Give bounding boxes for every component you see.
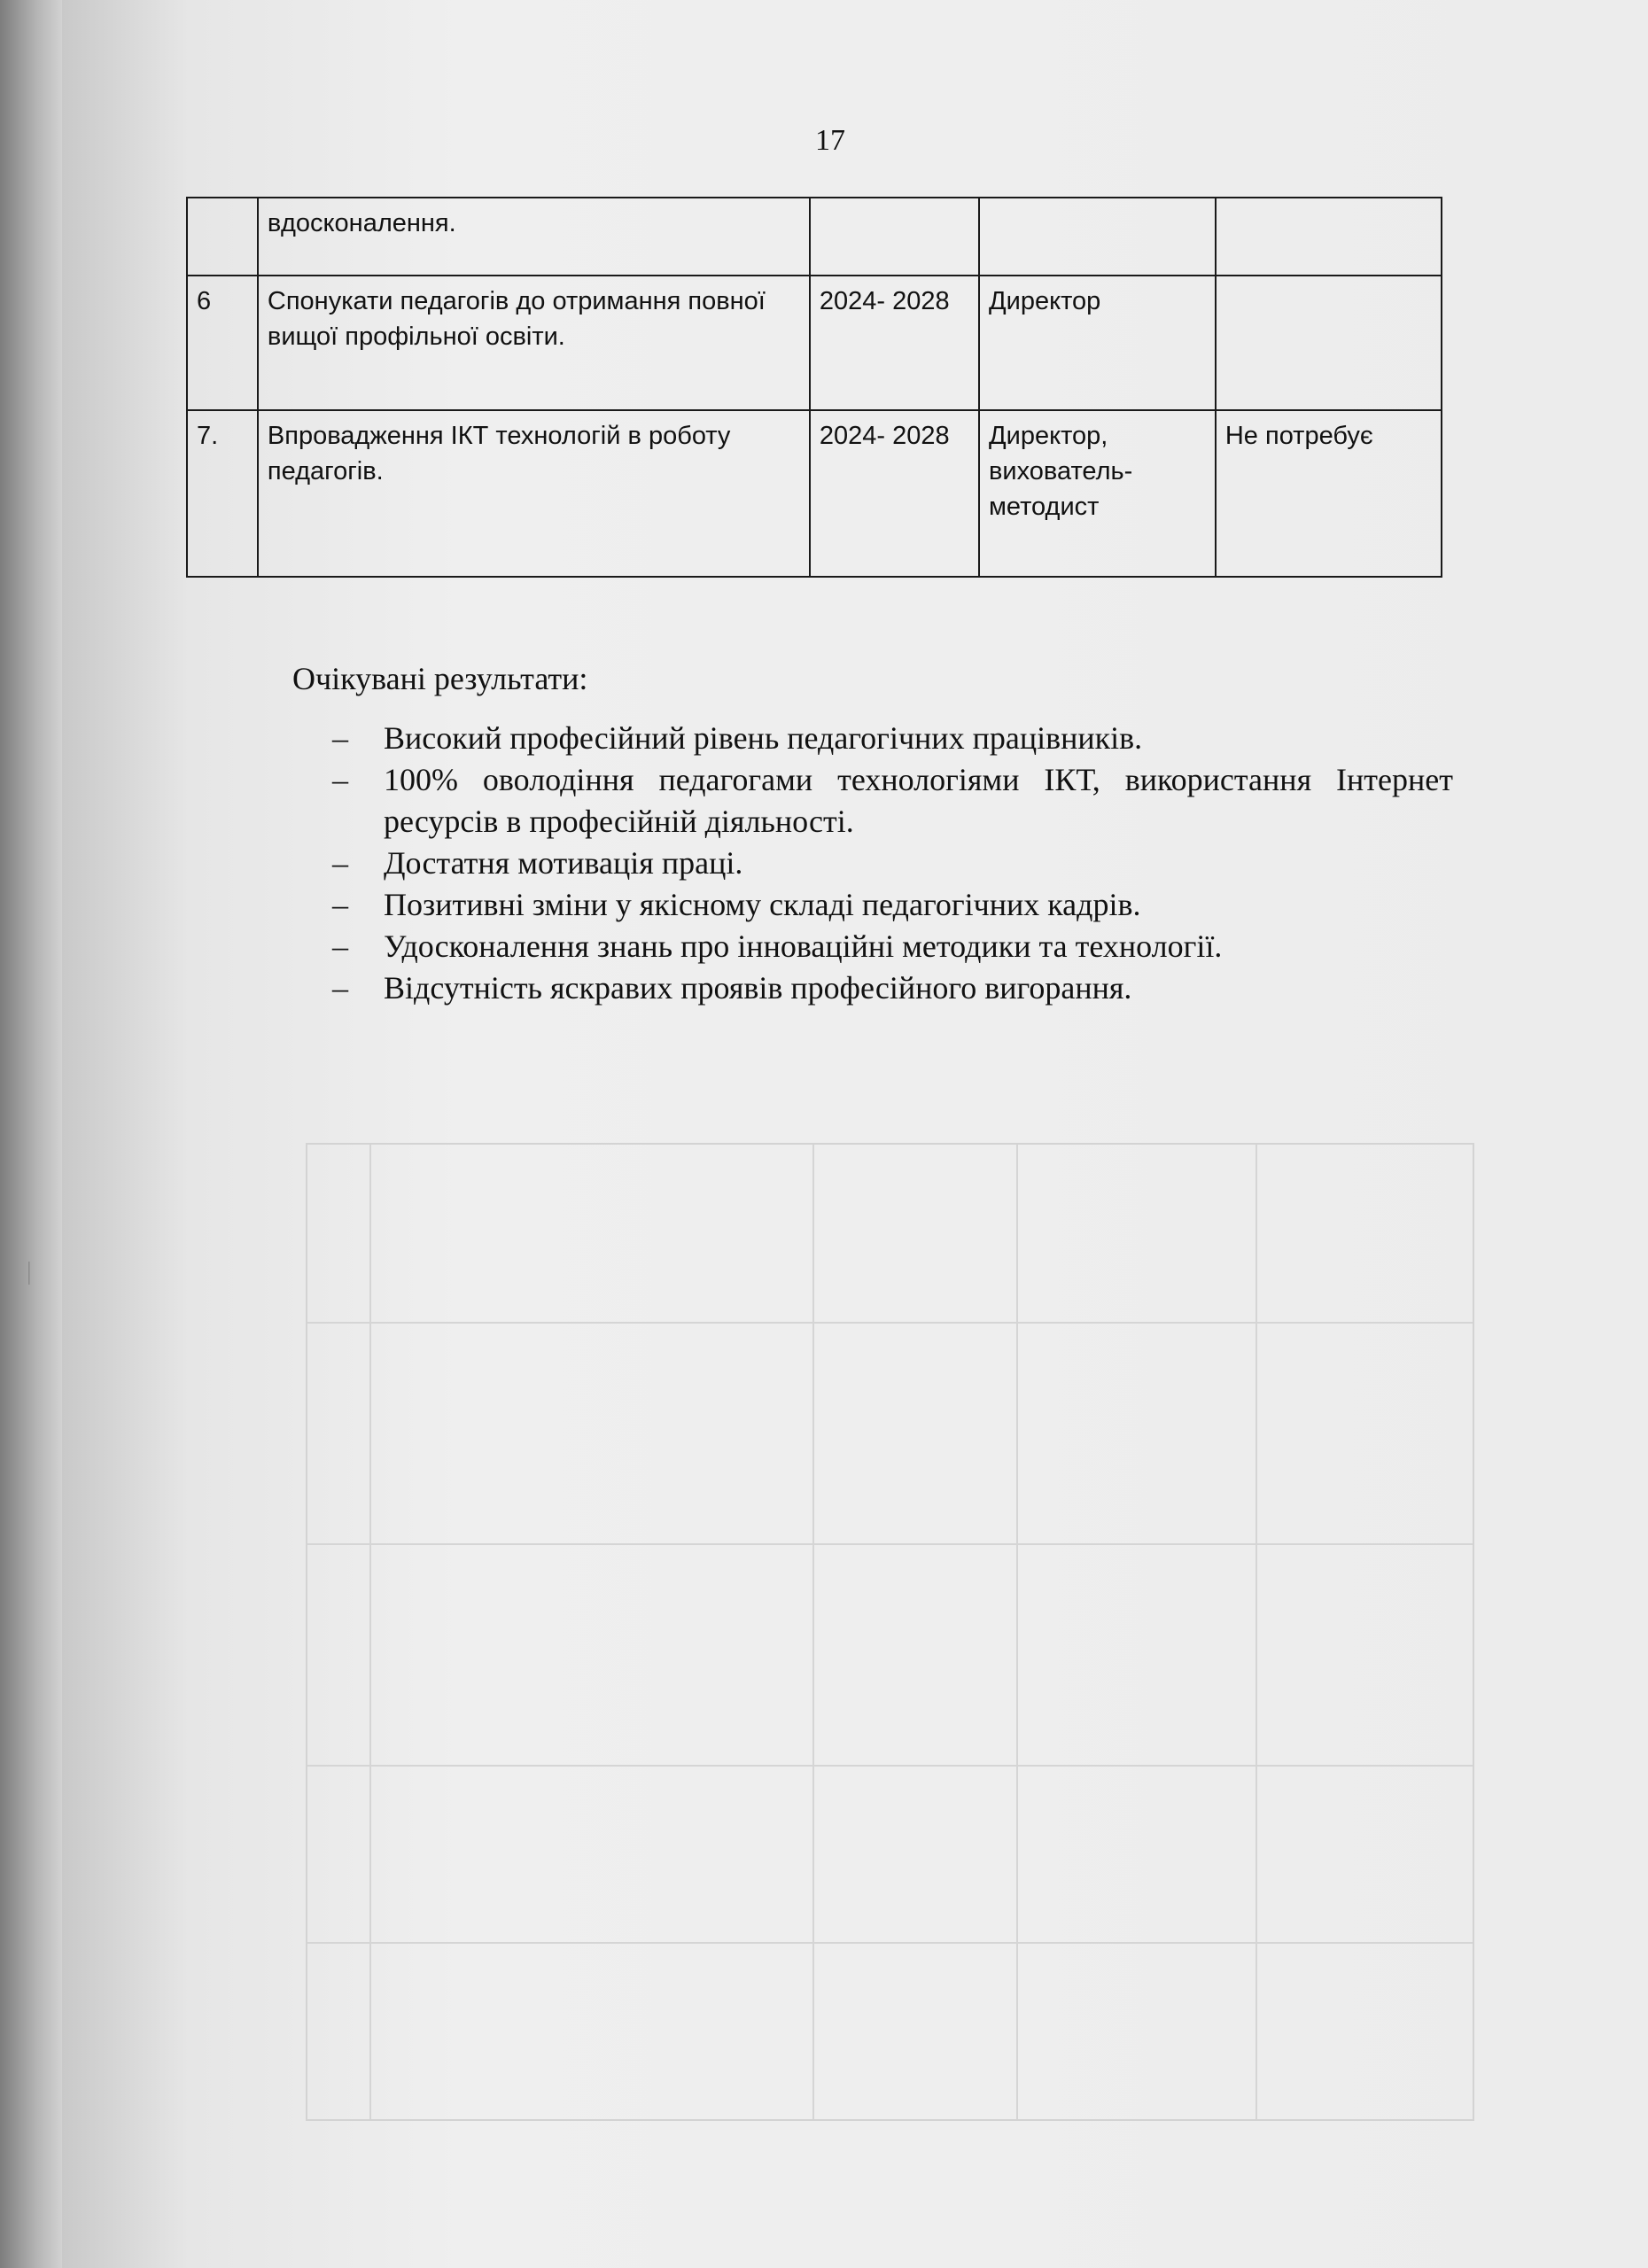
row-number: 6 (187, 276, 258, 410)
row-responsible (979, 198, 1216, 276)
table-row (187, 276, 1442, 410)
list-item (332, 967, 1453, 1009)
dash-bullet: – (332, 970, 348, 1006)
list-item (332, 926, 1453, 967)
table-row (187, 198, 1442, 276)
list-item-text: 100% оволодіння педагогами технологіями ІКТ, використання Інтернет ресурсів в професійній діяльності. (384, 762, 1453, 839)
margin-mark: | (27, 1258, 32, 1285)
list-item-text: Достатня мотивація праці. (384, 845, 743, 881)
row-number (187, 198, 258, 276)
dash-bullet: – (332, 928, 348, 964)
list-item-text: Високий професійний рівень педагогічних працівників. (384, 720, 1143, 756)
row-activity: Спонукати педагогів до отримання повної вищої профільної освіти. (258, 276, 810, 410)
row-financing (1216, 276, 1442, 410)
dash-bullet: – (332, 887, 348, 922)
row-term (810, 198, 979, 276)
bleed-through-table (306, 1143, 1474, 2121)
list-item-text: Відсутність яскравих проявів професійного вигорання. (384, 970, 1132, 1006)
row-responsible: Директор (979, 276, 1216, 410)
row-financing (1216, 198, 1442, 276)
dash-bullet: – (332, 762, 348, 797)
page-number: 17 (815, 124, 845, 157)
results-heading: Очікувані результати: (292, 661, 588, 696)
table-row (187, 410, 1442, 577)
results-list (332, 718, 1453, 1009)
scanner-edge-shadow (0, 0, 62, 2268)
row-responsible: Директор, вихователь-методист (979, 410, 1216, 577)
list-item (332, 759, 1453, 843)
activities-table (186, 197, 1442, 578)
row-number: 7. (187, 410, 258, 577)
row-term: 2024- 2028 (810, 276, 979, 410)
list-item-text: Позитивні зміни у якісному складі педагогічних кадрів. (384, 887, 1141, 922)
list-item (332, 884, 1453, 926)
list-item (332, 843, 1453, 884)
list-item-text: Удосконалення знань про інноваційні методики та технології. (384, 928, 1223, 964)
row-activity: Впровадження ІКТ технологій в роботу педагогів. (258, 410, 810, 577)
row-term: 2024- 2028 (810, 410, 979, 577)
row-activity: вдосконалення. (258, 198, 810, 276)
row-financing: Не потребує (1216, 410, 1442, 577)
dash-bullet: – (332, 845, 348, 881)
list-item (332, 718, 1453, 759)
dash-bullet: – (332, 720, 348, 756)
